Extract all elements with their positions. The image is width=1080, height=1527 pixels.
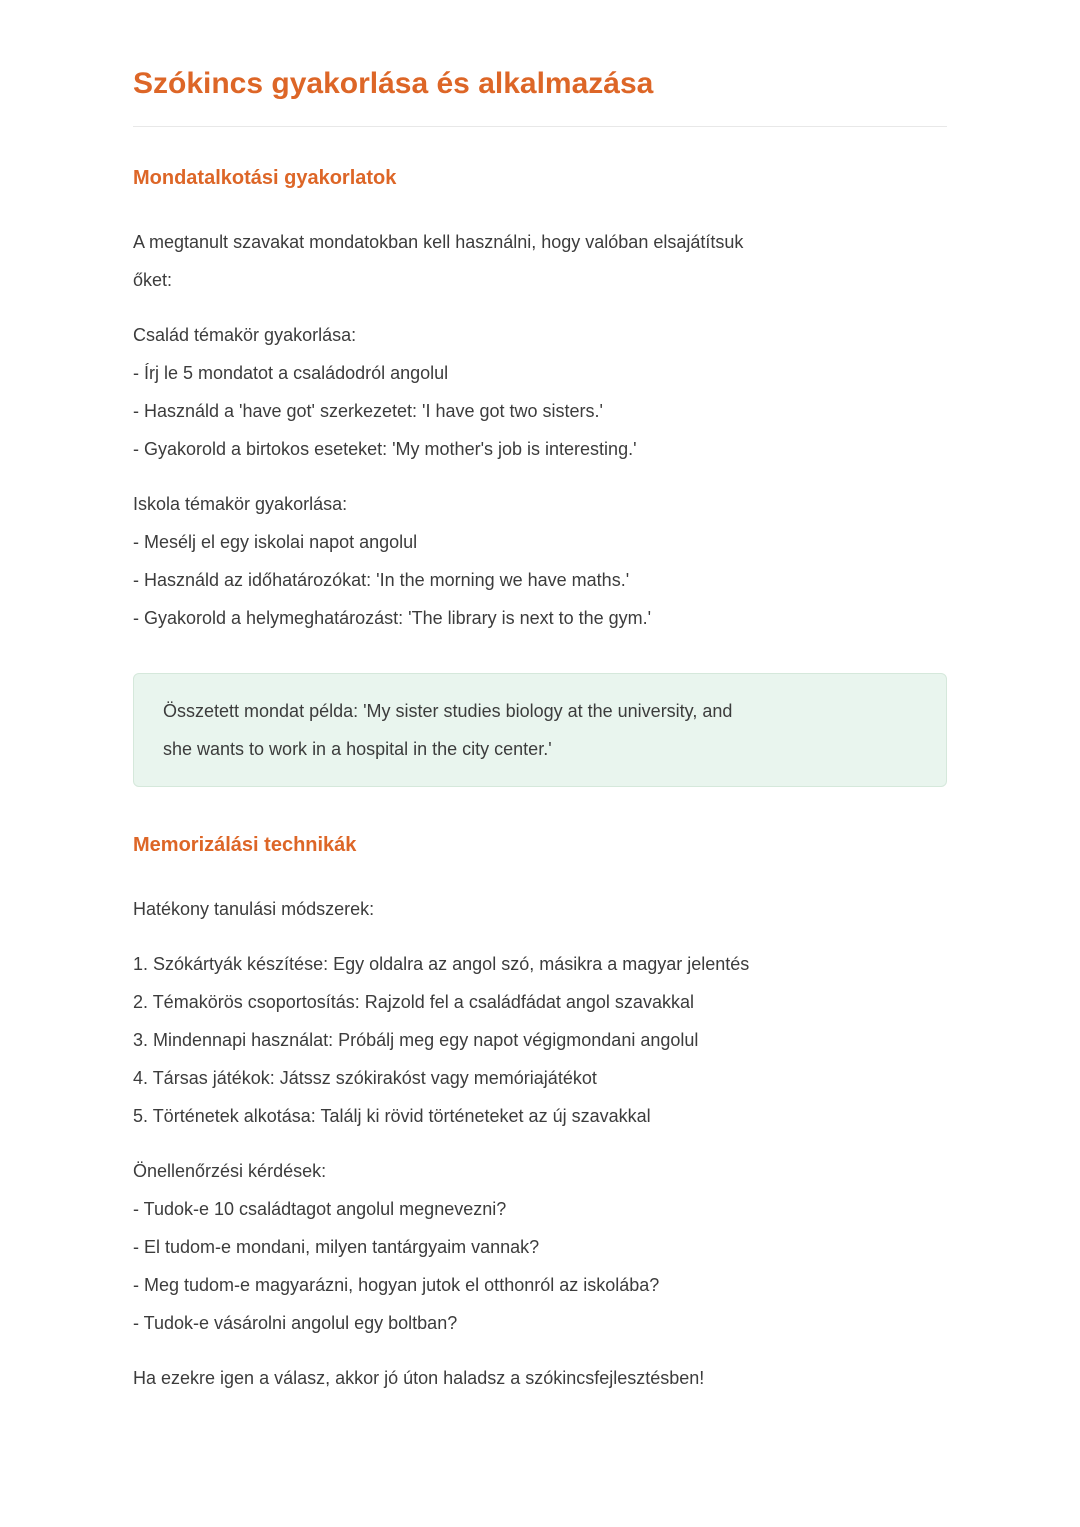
list-line: - Gyakorold a birtokos eseteket: 'My mother's job is interesting.' [133,439,637,459]
example-callout [133,673,947,787]
closing-paragraph [133,1359,947,1397]
list-line: 5. Történetek alkotása: Találj ki rövid történeteket az új szavakkal [133,1106,651,1126]
paragraph-line: őket: [133,270,173,290]
section-heading-memorization: Memorizálási technikák [133,834,357,856]
family-practice-list [133,316,947,468]
list-line: 3. Mindennapi használat: Próbálj meg egy napot végigmondani angolul [133,1030,699,1050]
list-line: Iskola témakör gyakorlása: [133,494,348,514]
paragraph-line: A megtanult szavakat mondatokban kell használni, hogy valóban elsajátítsuk [133,232,744,252]
intro-paragraph [133,223,947,299]
school-practice-list [133,485,947,637]
list-line: - Tudok-e vásárolni angolul egy boltban? [133,1313,458,1333]
list-line: 2. Témakörös csoportosítás: Rajzold fel a családfádat angol szavakkal [133,992,694,1012]
list-line: - Használd a 'have got' szerkezetet: 'I have got two sisters.' [133,401,603,421]
callout-line: Összetett mondat példa: 'My sister studies biology at the university, and [163,701,733,721]
page-title: Szókincs gyakorlása és alkalmazása [133,67,654,100]
list-line: Család témakör gyakorlása: [133,325,357,345]
paragraph-line: Hatékony tanulási módszerek: [133,899,375,919]
self-check-questions-list [133,1152,947,1342]
list-line: Önellenőrzési kérdések: [133,1161,327,1181]
list-line: - El tudom-e mondani, milyen tantárgyaim vannak? [133,1237,540,1257]
numbered-techniques-list [133,945,947,1135]
title-divider [133,126,947,127]
list-line: - Tudok-e 10 családtagot angolul megnevezni? [133,1199,507,1219]
list-line: - Mesélj el egy iskolai napot angolul [133,532,418,552]
list-line: - Gyakorold a helymeghatározást: 'The library is next to the gym.' [133,608,652,628]
callout-line: she wants to work in a hospital in the city center.' [163,739,552,759]
methods-intro-paragraph [133,890,947,928]
list-line: 1. Szókártyák készítése: Egy oldalra az angol szó, másikra a magyar jelentés [133,954,750,974]
list-line: - Használd az időhatározókat: 'In the morning we have maths.' [133,570,630,590]
list-line: - Írj le 5 mondatot a családodról angolul [133,363,449,383]
list-line: - Meg tudom-e magyarázni, hogyan jutok el otthonról az iskolába? [133,1275,660,1295]
section-heading-sentence-practice: Mondatalkotási gyakorlatok [133,167,397,189]
paragraph-line: Ha ezekre igen a válasz, akkor jó úton haladsz a szókincsfejlesztésben! [133,1368,705,1388]
list-line: 4. Társas játékok: Játssz szókirakóst vagy memóriajátékot [133,1068,597,1088]
